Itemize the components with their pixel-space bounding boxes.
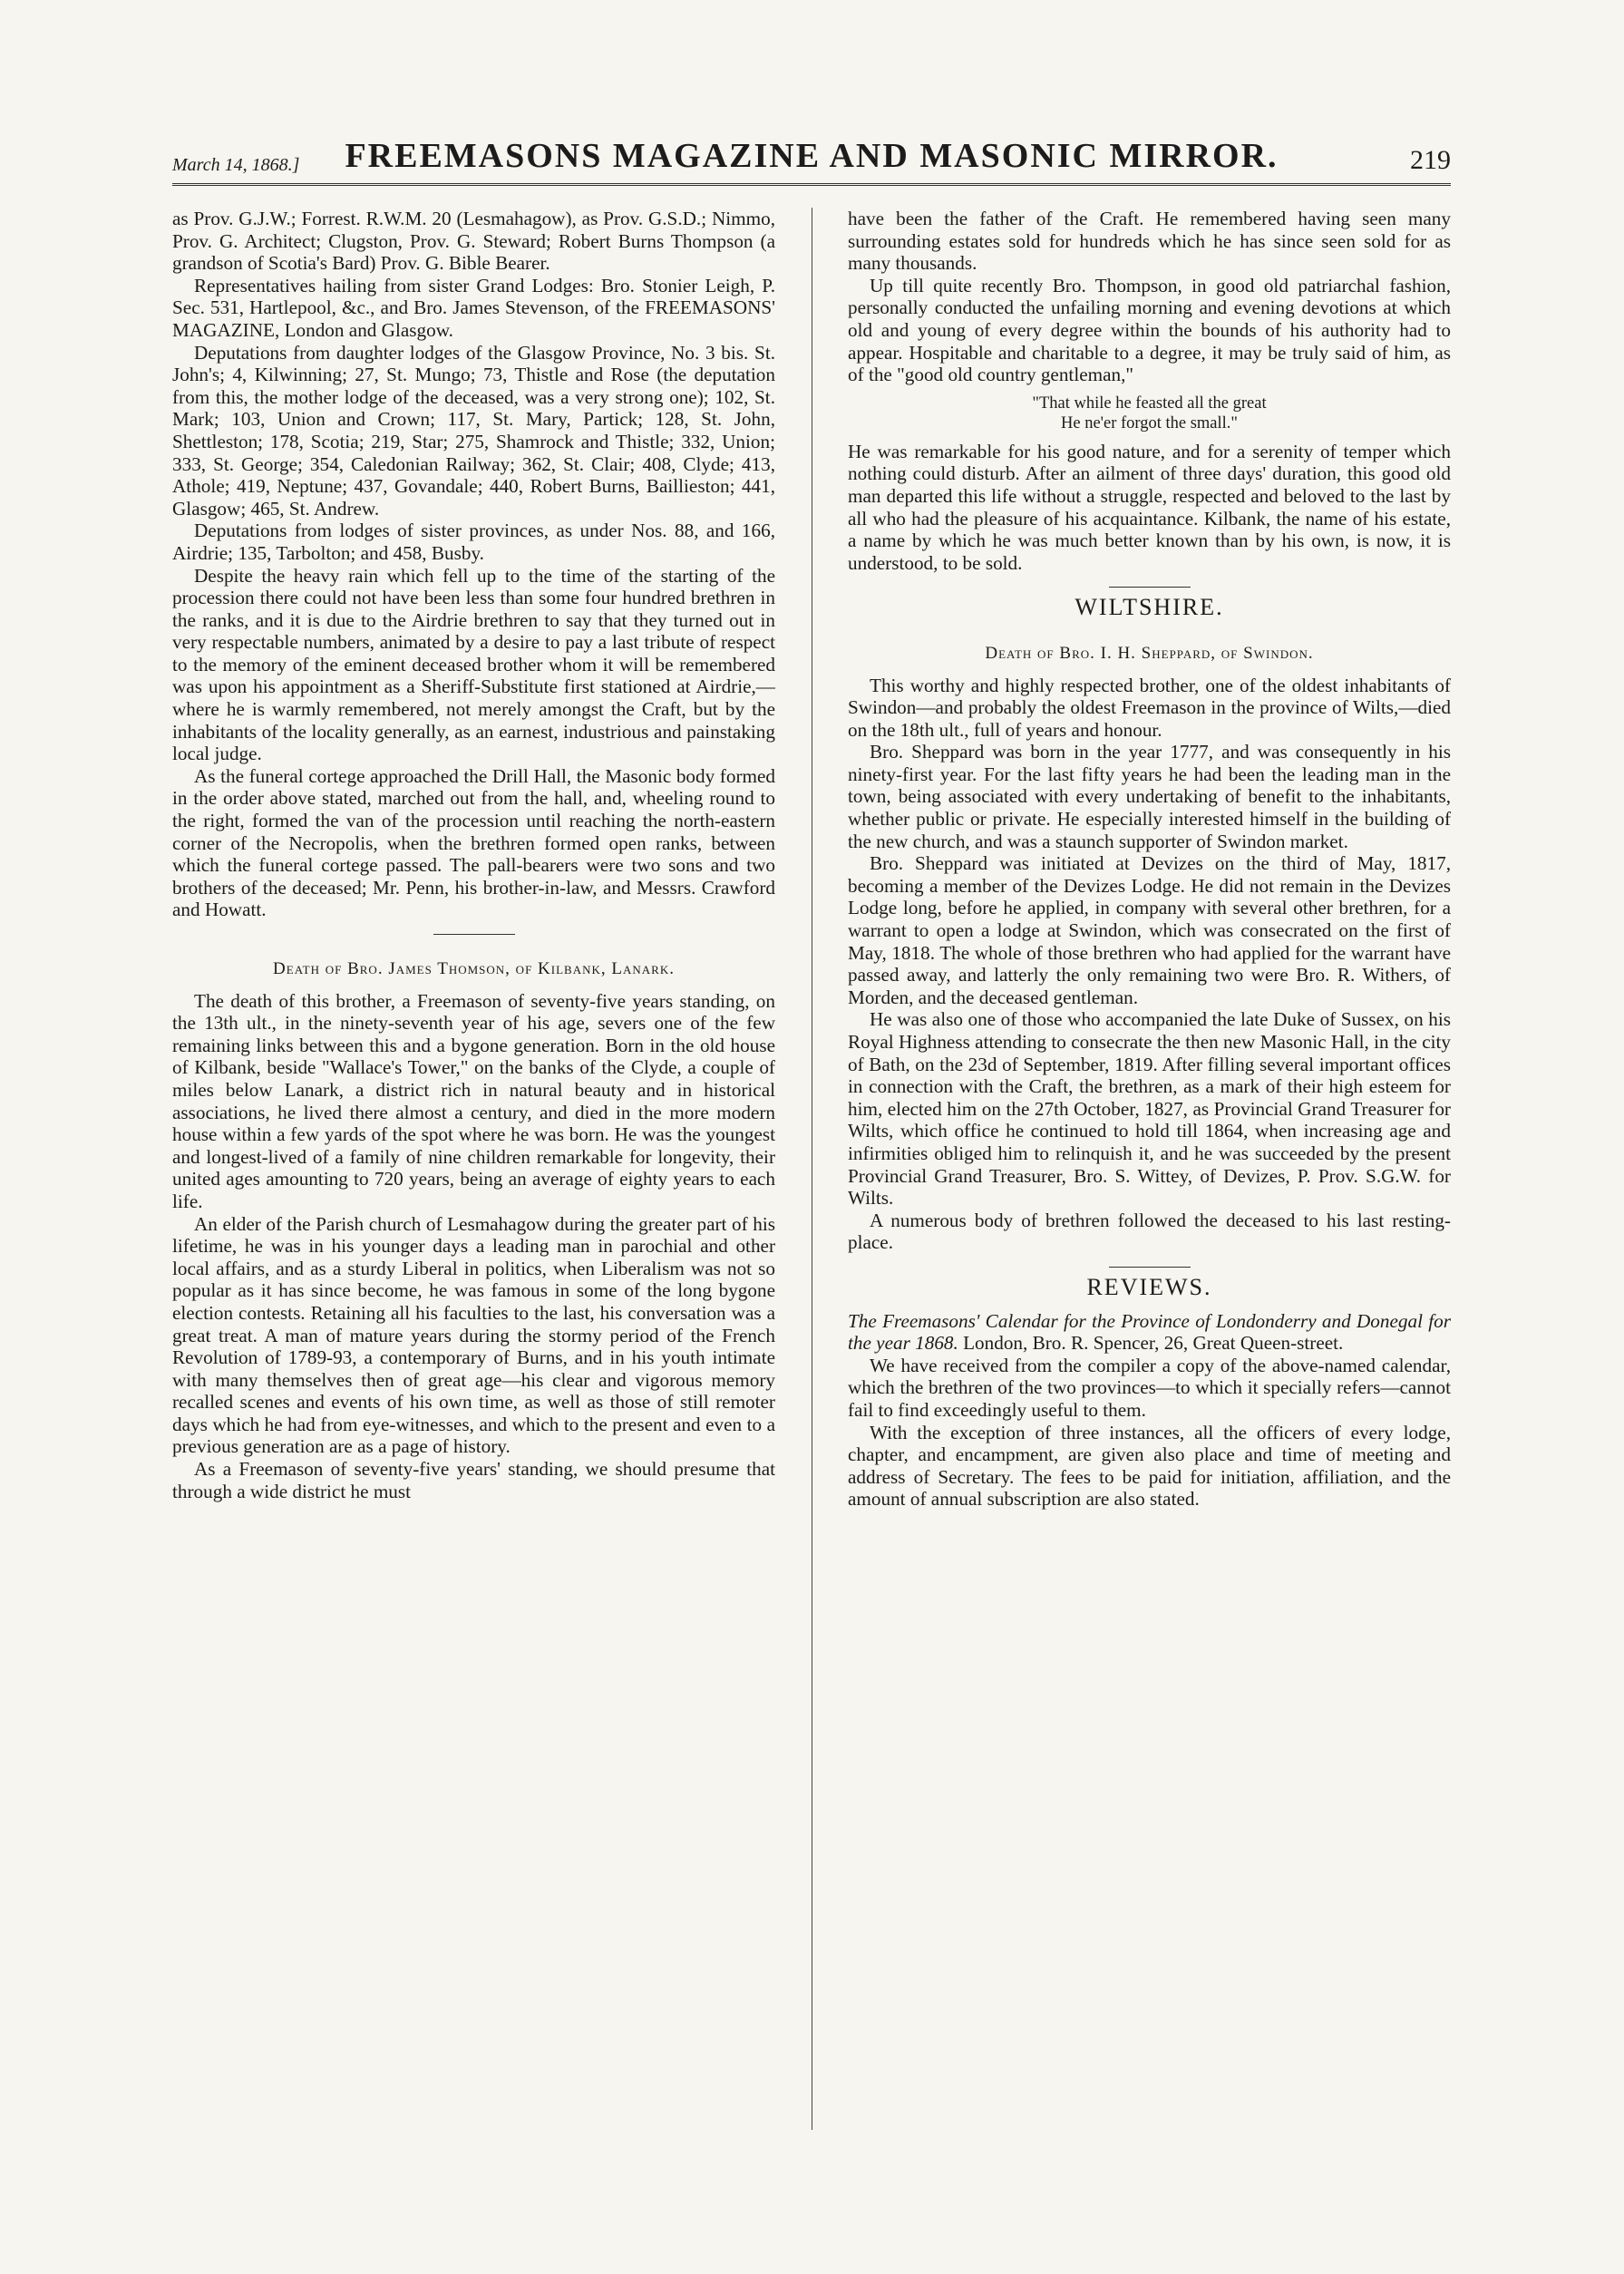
paragraph: As a Freemason of seventy-five years' standing, we should presume that through a wide district he must [172, 1458, 775, 1502]
paragraph: Bro. Sheppard was born in the year 1777, and was consequently in his ninety-first year. For the last fifty years he had been the leading man in the town, being associated with every undertaking of benefit to the inhabitants, whether public or private. He especially interested himself in the building of the new church, and was a staunch supporter of Swindon market. [848, 741, 1451, 852]
paragraph: A numerous body of brethren followed the deceased to his last resting-place. [848, 1209, 1451, 1254]
section-subheading: Death of Bro. I. H. Sheppard, of Swindon. [985, 643, 1314, 663]
paragraph: He was also one of those who accompanied the late Duke of Sussex, on his Royal Highness attending to consecrate the then new Masonic Hall, in the city of Bath, on the 23d of September, 1819. After filling several important offices in connection with the Craft, the brethren, as a mark of their high esteem for him, elected him on the 27th October, 1827, as Provincial Grand Treasurer for Wilts, which office he continued to hold till 1864, when increasing age and infirmities obliged him to relinquish it, and he was succeeded by the present Provincial Grand Treasurer, Bro. S. Wittey, of Devizes, P. Prov. S.G.W. for Wilts. [848, 1008, 1451, 1210]
review-citation [848, 1310, 1451, 1355]
section-divider [1109, 1267, 1191, 1268]
magazine-page [172, 127, 1451, 2212]
section-subheading: Death of Bro. James Thomson, of Kilbank, Lanark. [273, 959, 675, 978]
paragraph: Up till quite recently Bro. Thompson, in good old patriarchal fashion, personally conducted the unfailing morning and evening devotions at which old and young of every degree within the bounds of his authority had to appear. Hospitable and charitable to a degree, it may be truly said of him, as of the "good old country gentleman," [848, 274, 1451, 386]
paragraph: Despite the heavy rain which fell up to the time of the starting of the procession there could not have been less than some four hundred brethren in the ranks, and it is due to the Airdrie brethren to say that they turned out in very respectable numbers, animated by a desire to pay a last tribute of respect to the memory of the eminent deceased brother whom it will be remembered was upon his appointment as a Sheriff-Substitute first stationed at Airdrie,—where he is warmly remembered, not merely amongst the Craft, but by the inhabitants of the locality generally, as an earnest, industrious and painstaking local judge. [172, 564, 775, 765]
section-heading-wiltshire: WILTSHIRE. [1075, 594, 1224, 621]
book-title: The Freemasons' Calendar for the Province of Londonderry and Donegal for the year 1868. [848, 1309, 1451, 1355]
right-column [848, 208, 1451, 2184]
paragraph: have been the father of the Craft. He remembered having seen many surrounding estates sold for hundreds which he has since seen sold for as many thousands. [848, 208, 1451, 275]
verse-line: "That while he feasted all the great [1032, 394, 1267, 413]
paragraph: An elder of the Parish church of Lesmahagow during the greater part of his lifetime, he was in his younger days a leading man in parochial and other local affairs, and as a sturdy Liberal in politics, when Liberalism was not so popular as it has since become, he was famous in some of the long bygone election contests. Retaining all his faculties to the last, his conversation was a great treat. A man of mature years during the stormy period of the French Revolution of 1789-93, a contemporary of Burns, and in his youth intimate with many themselves then of great age—his clear and vigorous memory recalled scenes and events of his own time, as well as those of still remoter days which he had from eye-witnesses, and which to the present and even to a previous generation are as a page of history. [172, 1212, 775, 1458]
issue-date: March 14, 1868.] [172, 155, 300, 175]
article-columns [172, 208, 1451, 2184]
paragraph: We have received from the compiler a copy of the above-named calendar, which the brethren of the two provinces—to which it specially refers—cannot fail to find exceedingly useful to them. [848, 1354, 1451, 1421]
paragraph: As the funeral cortege approached the Drill Hall, the Masonic body formed in the order above stated, marched out from the hall, and, wheeling round to the right, formed the van of the procession until reaching the north-eastern corner of the Necropolis, when the brethren formed open ranks, between which the funeral cortege passed. The pall-bearers were two sons and two brothers of the deceased; Mr. Penn, his brother-in-law, and Messrs. Crawford and Howatt. [172, 764, 775, 921]
paragraph: Deputations from daughter lodges of the Glasgow Province, No. 3 bis. St. John's; 4, Kilwinning; 27, St. Mungo; 73, Thistle and Rose (the deputation from this, the mother lodge of the deceased, was a very strong one); 102, St. Mark; 103, Union and Crown; 117, St. Mary, Partick; 128, St. John, Shettleston; 178, Scotia; 219, Star; 275, Shamrock and Thistle; 332, Union; 333, St. George; 354, Caledonian Railway; 362, St. Clair; 408, Clyde; 413, Athole; 419, Neptune; 437, Govandale; 440, Robert Burns, Baillieston; 441, Glasgow; 465, St. Andrew. [172, 341, 775, 520]
section-divider [1109, 587, 1191, 588]
page-number: 219 [1410, 145, 1451, 175]
verse-quote [848, 394, 1451, 433]
left-column [172, 208, 775, 2184]
verse-line: He ne'er forgot the small." [1061, 413, 1238, 432]
section-divider [433, 934, 515, 935]
paragraph: The death of this brother, a Freemason of seventy-five years standing, on the 13th ult., in the ninety-seventh year of his age, severs one of the few remaining links between this and a bygone generation. Born in the old house of Kilbank, beside "Wallace's Tower," on the banks of the Clyde, a couple of miles below Lanark, a district rich in natural beauty and in historical associations, he lived there almost a century, and died in the more modern house within a few yards of the spot where he was born. He was the youngest and longest-lived of a family of nine children remarkable for longevity, their united ages amounting to 720 years, being an average of eighty years to each life. [172, 989, 775, 1212]
paragraph: Bro. Sheppard was initiated at Devizes on the third of May, 1817, becoming a member of the Devizes Lodge. He did not remain in the Devizes Lodge long, before he applied, in company with several other brethren, for a warrant to open a lodge at Swindon, which was consecrated on the first of May, 1818. The whole of those brethren who had applied for the warrant have passed away, and latterly the only remaining two were Bro. R. Withers, of Morden, and the deceased gentleman. [848, 852, 1451, 1008]
book-publisher: London, Bro. R. Spencer, 26, Great Queen-street. [963, 1332, 1344, 1355]
paragraph: This worthy and highly respected brother, one of the oldest inhabitants of Swindon—and probably the oldest Freemason in the province of Wilts,—died on the 18th ult., full of years and honour. [848, 674, 1451, 741]
masthead [172, 127, 1451, 186]
paragraph: He was remarkable for his good nature, and for a serenity of temper which nothing could disturb. After an ailment of three days' duration, this good old man departed this life without a struggle, respected and beloved to the last by all who had the pleasure of his acquaintance. Kilbank, the name of his estate, a name by which he was much better known than by his own, is now, it is understood, to be sold. [848, 440, 1451, 574]
paragraph: With the exception of three instances, all the officers of every lodge, chapter, and encampment, are given also place and time of meeting and address of Secretary. The fees to be paid for initiation, affiliation, and the amount of annual subscription are also stated. [848, 1421, 1451, 1511]
magazine-title: FREEMASONS MAGAZINE AND MASONIC MIRROR. [345, 137, 1279, 175]
paragraph: as Prov. G.J.W.; Forrest. R.W.M. 20 (Lesmahagow), as Prov. G.S.D.; Nimmo, Prov. G. Architect; Clugston, Prov. G. Steward; Robert Burns Thompson (a grandson of Scotia's Bard) Prov. G. Bible Bearer. [172, 208, 775, 275]
paragraph: Deputations from lodges of sister provinces, as under Nos. 88, and 166, Airdrie; 135, Tarbolton; and 458, Busby. [172, 520, 775, 564]
section-heading-reviews: REVIEWS. [1086, 1273, 1212, 1300]
paragraph: Representatives hailing from sister Grand Lodges: Bro. Stonier Leigh, P. Sec. 531, Hartlepool, &c., and Bro. James Stevenson, of the FREEMASONS' MAGAZINE, London and Glasgow. [172, 274, 775, 341]
